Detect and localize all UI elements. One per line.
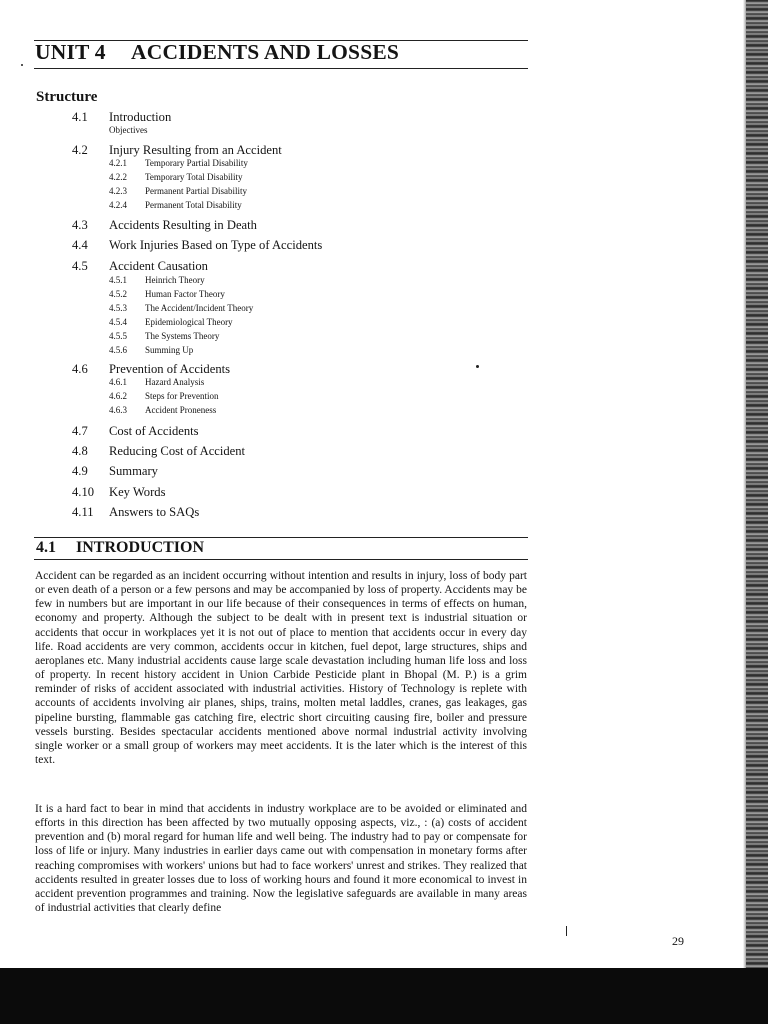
toc-entry-title: Permanent Partial Disability <box>145 186 247 196</box>
section-number: 4.1 <box>36 539 56 556</box>
toc-entry-number: 4.2.2 <box>109 172 127 182</box>
toc-entry-title: Injury Resulting from an Accident <box>109 143 282 157</box>
toc-entry-title: Answers to SAQs <box>109 505 200 519</box>
toc-entry-title: Accident Causation <box>109 259 208 273</box>
toc-entry-title: Summing Up <box>145 345 194 355</box>
section-bottom-rule <box>34 559 528 560</box>
toc-entry-number: 4.8 <box>72 444 88 458</box>
unit-title <box>35 40 399 65</box>
scan-speck <box>476 365 479 368</box>
toc-entry-number: 4.2.3 <box>109 186 127 196</box>
section-top-rule <box>34 537 528 538</box>
toc-entry-number: 4.5.6 <box>109 345 127 355</box>
toc-entry-title: Human Factor Theory <box>145 289 225 299</box>
toc-entry-title: Prevention of Accidents <box>109 362 231 376</box>
toc-entry-number: 4.1 <box>72 110 88 124</box>
toc-entry-title: Accident Proneness <box>145 405 217 415</box>
toc-entry-number: 4.4 <box>72 238 88 252</box>
toc-entry-number: 4.9 <box>72 464 88 478</box>
toc-entry-number: 4.5.2 <box>109 289 127 299</box>
scan-edge-shadow <box>746 0 768 968</box>
toc-entry-title: Introduction <box>109 110 172 124</box>
toc-entry-number: 4.10 <box>72 485 95 499</box>
toc-entry-number: 4.5.4 <box>109 317 127 327</box>
toc-entry-number: 4.6.3 <box>109 405 127 415</box>
toc-entry-number: 4.6 <box>72 362 88 376</box>
toc-entry-number: 4.2.1 <box>109 158 127 168</box>
toc-entry-number: 4.2.4 <box>109 200 127 210</box>
toc-entry-title: Work Injuries Based on Type of Accidents <box>109 238 323 252</box>
toc-entry-title: Accidents Resulting in Death <box>109 218 257 232</box>
toc-entry-title: Steps for Prevention <box>145 391 219 401</box>
toc-entry-number: 4.2 <box>72 143 88 157</box>
toc-entry-title: Epidemiological Theory <box>145 317 233 327</box>
toc-entry-number: 4.7 <box>72 424 88 438</box>
structure-heading: Structure <box>36 89 98 105</box>
toc-entry-title: Temporary Total Disability <box>145 172 243 182</box>
unit-number: UNIT 4 <box>35 40 106 64</box>
toc-entry-title: Reducing Cost of Accident <box>109 444 246 458</box>
section-title <box>36 539 204 557</box>
toc-entry-title: The Systems Theory <box>145 331 220 341</box>
toc-entry-title: Summary <box>109 464 158 478</box>
toc-entry-title: Hazard Analysis <box>145 377 205 387</box>
scan-speck <box>566 926 567 936</box>
toc-entry-number: 4.5.5 <box>109 331 127 341</box>
toc-entry-title: Key Words <box>109 485 166 499</box>
paragraph-2: It is a hard fact to bear in mind that accidents in industry workplace are to be avoided or eliminated and efforts in this direction has been affected by two mutually opposing aspects, viz., : (a) costs of accident prevention and (b) moral regard for human life and well being. The industry had to pay or compensate for loss of life or injury. Many industries in earlier days came out with compensation in monetary forms after reaching compromises with workers' unions but had to face workers' unrest and strikes. They realized that accidents resulted in greater losses due to loss of working hours and found it more economical to invest in accident prevention programmes and training. Now the legislative safeguards are available in many areas of industrial activities that clearly define <box>35 803 527 915</box>
scan-bottom-band <box>0 968 768 1024</box>
toc-entry-number: 4.11 <box>72 505 94 519</box>
toc-entry-number: 4.5.1 <box>109 275 127 285</box>
paragraph-1: Accident can be regarded as an incident occurring without intention and results in injury, loss of body part or even death of a person or a few persons and may be accompanied by loss of property. Accidents may be few in numbers but are important in our life because of their consequences in terms of effects on human, economy and property. Although the subject to be dealt with in present text is industrial situation or accidents that occur in workplaces yet it is not out of place to mention that accidents occur in every day life. Road accidents are very common, accidents occur in kitchen, fuel depot, large structures, ships and aeroplanes etc. Many industrial accidents cause large scale devastation including human life loss and loss of property. In recent history accident in Union Carbide Pesticide plant in Bhopal (M. P.) is a grim reminder of risks of accident associated with industrial activities. History of Technology is replete with accounts of accidents involving air planes, ships, trains, molten metal laddles, cranes, gas leakages, gas pipeline bursting, flammable gas catching fire, electric short circuiting causing fire, boiler and pressure vessels bursting. Besides spectacular accidents mentioned above normal industrial activity involving single worker or a small group of workers may meet accidents. It is the later which is the interest of this text. <box>35 570 527 767</box>
toc-entry-number: 4.6.2 <box>109 391 127 401</box>
toc-entry-title: Permanent Total Disability <box>145 200 242 210</box>
toc-entry-title: Heinrich Theory <box>145 275 205 285</box>
unit-title-text: ACCIDENTS AND LOSSES <box>131 40 400 64</box>
page-number: 29 <box>672 934 684 948</box>
toc-entry-number: 4.5.3 <box>109 303 127 313</box>
toc-entry-title: Temporary Partial Disability <box>145 158 248 168</box>
section-title-text: INTRODUCTION <box>76 539 205 556</box>
toc-entry-number: 4.6.1 <box>109 377 127 387</box>
toc-entry-number: 4.5 <box>72 259 88 273</box>
toc-entry-title: Cost of Accidents <box>109 424 199 438</box>
toc-entry-title: The Accident/Incident Theory <box>145 303 254 313</box>
scan-speck <box>21 64 23 66</box>
toc-subtitle: Objectives <box>109 125 148 135</box>
toc-entry-number: 4.3 <box>72 218 88 232</box>
unit-title-rule <box>34 68 528 69</box>
